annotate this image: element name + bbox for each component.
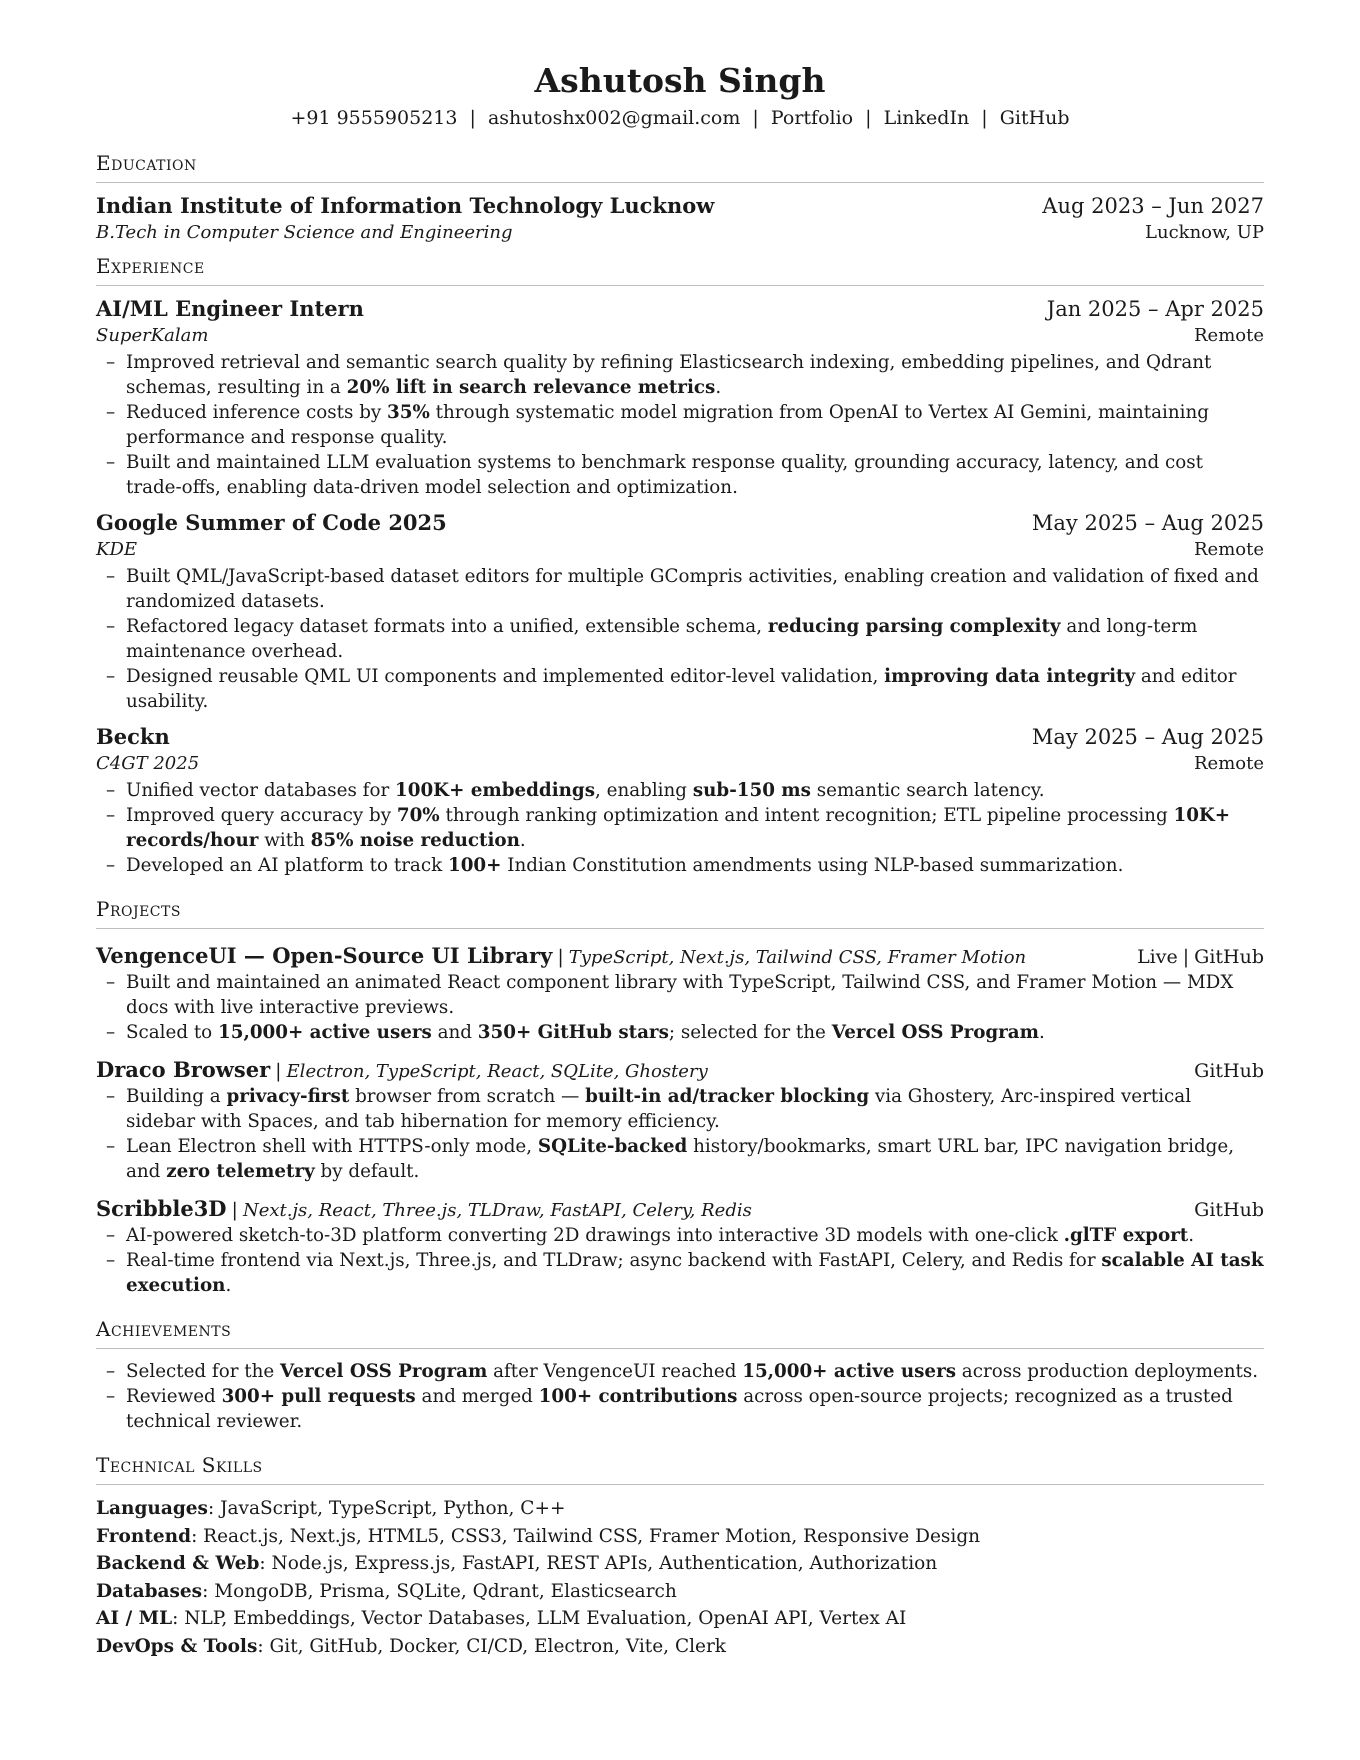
section-title-experience: Experience	[96, 253, 1264, 286]
separator: |	[469, 107, 476, 129]
skill-row: Backend & Web: Node.js, Express.js, FastAPI, REST APIs, Authentication, Authorization	[96, 1553, 938, 1574]
experience-entry	[96, 722, 1264, 878]
bullet-item: – Reviewed 300+ pull requests and merged 100+ contributions across open-source projects; recognized as a trusted technical reviewer.	[96, 1384, 1264, 1434]
skills-list	[96, 1495, 1264, 1660]
project-entry	[96, 943, 1264, 1045]
project-stack: TypeScript, Next.js, Tailwind CSS, Framer Motion	[568, 947, 1027, 968]
job-role: Google Summer of Code 2025	[96, 510, 447, 535]
projects-section	[96, 896, 1264, 1298]
separator: |	[1182, 946, 1190, 968]
project-name: Draco Browser	[96, 1057, 271, 1082]
project-stack: Next.js, React, Three.js, TLDraw, FastAPI, Celery, Redis	[242, 1200, 752, 1221]
bullet-item: – Lean Electron shell with HTTPS-only mode, SQLite-backed history/bookmarks, smart URL bar, IPC navigation bridge, and zero telemetry by default.	[96, 1134, 1264, 1184]
job-dates: Jan 2025 – Apr 2025	[1046, 297, 1264, 321]
bullet-item: – Scaled to 15,000+ active users and 350+ GitHub stars; selected for the Vercel OSS Program.	[96, 1020, 1264, 1045]
bullet-item: – Built QML/JavaScript-based dataset editors for multiple GCompris activities, enabling creation and validation of fixed and randomized datasets.	[96, 564, 1264, 614]
skill-row: DevOps & Tools: Git, GitHub, Docker, CI/CD, Electron, Vite, Clerk	[96, 1635, 727, 1657]
portfolio-link[interactable]: Portfolio	[770, 107, 854, 129]
project-entry	[96, 1057, 1264, 1184]
project-entry	[96, 1196, 1264, 1298]
bullet-item: – Unified vector databases for 100K+ embeddings, enabling sub-150 ms semantic search latency.	[96, 778, 1264, 803]
bullet-item: – Reduced inference costs by 35% through systematic model migration from OpenAI to Vertex AI Gemini, maintaining performance and response quality.	[96, 400, 1264, 450]
skill-row: Frontend: React.js, Next.js, HTML5, CSS3, Tailwind CSS, Framer Motion, Responsive Design	[96, 1525, 981, 1547]
section-title-education: Education	[96, 150, 1264, 183]
degree: B.Tech in Computer Science and Engineering	[96, 222, 513, 243]
bullet-item: – Designed reusable QML UI components and implemented editor-level validation, improving data integrity and editor usability.	[96, 664, 1264, 714]
separator: |	[981, 107, 988, 129]
job-org: KDE	[96, 539, 138, 560]
bullet-item: – Real-time frontend via Next.js, Three.js, and TLDraw; async backend with FastAPI, Celery, and Redis for scalable AI task execution.	[96, 1248, 1264, 1298]
achievements-section	[96, 1316, 1264, 1434]
project-name: VengenceUI — Open-Source UI Library	[96, 943, 553, 968]
education-location: Lucknow, UP	[1145, 222, 1264, 243]
section-title-achievements: Achievements	[96, 1316, 1264, 1349]
bullet-item: – Improved retrieval and semantic search quality by refining Elasticsearch indexing, embedding pipelines, and Qdrant schemas, resulting in a 20% lift in search relevance metrics.	[96, 350, 1264, 400]
project-live-link[interactable]: Live	[1137, 946, 1178, 968]
project-github-link[interactable]: GitHub	[1194, 1199, 1264, 1221]
job-dates: May 2025 – Aug 2025	[1031, 725, 1264, 749]
experience-section	[96, 253, 1264, 878]
bullet-item: – Building a privacy-first browser from scratch — built-in ad/tracker blocking via Ghostery, Arc-inspired vertical sidebar with Spaces, and tab hibernation for memory efficiency.	[96, 1084, 1264, 1134]
separator: |	[275, 1060, 282, 1082]
education-entry	[96, 191, 1264, 245]
experience-entry	[96, 294, 1264, 500]
job-dates: May 2025 – Aug 2025	[1031, 511, 1264, 535]
project-stack: Electron, TypeScript, React, SQLite, Ghostery	[286, 1061, 708, 1082]
bullet-item: – Built and maintained an animated React component library with TypeScript, Tailwind CSS, and Framer Motion — MDX docs with live interactive previews.	[96, 970, 1264, 1020]
bullet-item: – Selected for the Vercel OSS Program after VengenceUI reached 15,000+ active users across production deployments.	[96, 1359, 1264, 1384]
linkedin-link[interactable]: LinkedIn	[883, 107, 970, 129]
candidate-name: Ashutosh Singh	[534, 61, 826, 100]
separator: |	[557, 946, 564, 968]
bullet-item: – Built and maintained LLM evaluation systems to benchmark response quality, grounding accuracy, latency, and cost trade-offs, enabling data-driven model selection and optimization.	[96, 450, 1264, 500]
education-dates: Aug 2023 – Jun 2027	[1042, 194, 1264, 218]
skill-row: Languages: JavaScript, TypeScript, Python, C++	[96, 1498, 566, 1519]
job-role: AI/ML Engineer Intern	[96, 296, 364, 321]
bullet-item: – AI-powered sketch-to-3D platform converting 2D drawings into interactive 3D models with one-click .glTF export.	[96, 1223, 1264, 1248]
separator: |	[231, 1199, 238, 1221]
skill-row: Databases: MongoDB, Prisma, SQLite, Qdrant, Elasticsearch	[96, 1580, 677, 1602]
section-title-projects: Projects	[96, 896, 1264, 929]
job-org: SuperKalam	[96, 325, 209, 346]
job-org: C4GT 2025	[96, 753, 200, 774]
bullet-item: – Refactored legacy dataset formats into a unified, extensible schema, reducing parsing complexity and long-term maintenance overhead.	[96, 614, 1264, 664]
separator: |	[865, 107, 872, 129]
bullet-item: – Developed an AI platform to track 100+ Indian Constitution amendments using NLP-based summarization.	[96, 853, 1264, 878]
phone-number: +91 9555905213	[290, 107, 458, 129]
contact-line	[96, 104, 1264, 132]
school-name: Indian Institute of Information Technology Lucknow	[96, 193, 715, 218]
project-github-link[interactable]: GitHub	[1194, 1060, 1264, 1082]
skill-row: AI / ML: NLP, Embeddings, Vector Databases, LLM Evaluation, OpenAI API, Vertex AI	[96, 1608, 907, 1629]
project-github-link[interactable]: GitHub	[1194, 946, 1264, 968]
separator: |	[752, 107, 759, 129]
resume-header	[96, 60, 1264, 132]
bullet-item: – Improved query accuracy by 70% through ranking optimization and intent recognition; ETL pipeline processing 10K+ records/hour with 85% noise reduction.	[96, 803, 1264, 853]
job-role: Beckn	[96, 724, 170, 749]
section-title-skills: Technical Skills	[96, 1452, 1264, 1485]
skills-section	[96, 1452, 1264, 1660]
job-location: Remote	[1194, 753, 1264, 774]
job-location: Remote	[1194, 539, 1264, 560]
email-link[interactable]: ashutoshx002@gmail.com	[487, 107, 741, 129]
education-section	[96, 150, 1264, 245]
project-name: Scribble3D	[96, 1196, 227, 1221]
job-location: Remote	[1194, 325, 1264, 346]
experience-entry	[96, 508, 1264, 714]
github-link[interactable]: GitHub	[999, 107, 1070, 129]
